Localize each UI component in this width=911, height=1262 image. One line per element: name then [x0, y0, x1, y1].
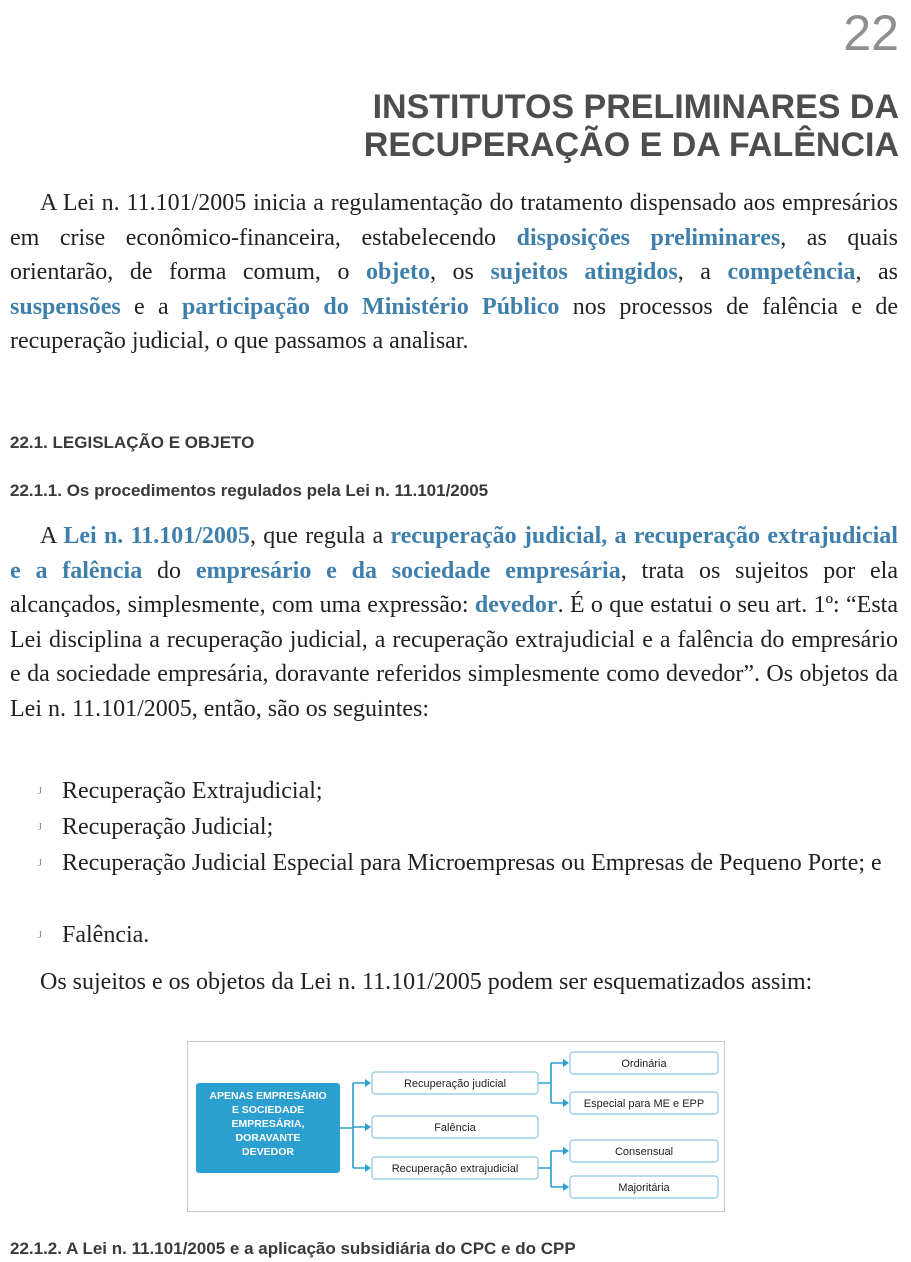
- section-heading-22-1-2: 22.1.2. A Lei n. 11.101/2005 e a aplicação subsidiária do CPC e do CPP: [10, 1239, 576, 1258]
- debtor-label-line: DORAVANTE: [235, 1132, 301, 1144]
- debtor-label-line: E SOCIEDADE: [231, 1104, 305, 1116]
- debtor-label-line: EMPRESÁRIA,: [231, 1118, 305, 1130]
- chapter-title: [364, 88, 899, 164]
- bullet-icon: J: [38, 786, 42, 798]
- right-label: Especial para ME e EPP: [583, 1098, 705, 1110]
- right-label: Majoritária: [618, 1182, 670, 1194]
- middle-label: Recuperação extrajudicial: [391, 1163, 519, 1175]
- list-item: J Recuperação Judicial;: [38, 810, 898, 846]
- middle-label: Falência: [434, 1122, 476, 1134]
- section-heading-22-1-1: 22.1.1. Os procedimentos regulados pela Lei n. 11.101/2005: [10, 481, 489, 500]
- list-item: J Falência.: [38, 918, 898, 954]
- chapter-title-line2: RECUPERAÇÃO E DA FALÊNCIA: [363, 126, 899, 164]
- right-label: Consensual: [614, 1146, 674, 1158]
- right-label: Ordinária: [621, 1058, 667, 1070]
- objects-paragraph: A Lei n. 11.101/2005, que regula a recuperação judicial, a recuperação extrajudicial e a falência do empresário e da sociedade empresária, trata os sujeitos por ela alcançados, simplesmente, com uma expressão: devedor. É o que estatui o seu art. 1º: “Esta Lei disciplina a recuperação judicial, a recuperação extrajudicial e a falência do empresário e da sociedade empresária, doravante referidos simplesmente como devedor”. Os objetos da Lei n. 11.101/2005, então, são os seguintes:: [10, 523, 898, 722]
- bullet-icon: J: [38, 822, 42, 834]
- chapter-number: 22: [843, 5, 899, 61]
- list-item: J Recuperação Extrajudicial;: [38, 774, 898, 810]
- intro-paragraph: A Lei n. 11.101/2005 inicia a regulamentação do tratamento dispensado aos empresários em crise econômico-financeira, estabelecendo disposições preliminares, as quais orientarão, de forma comum, o objeto, os sujeitos atingidos, a competência, as suspensões e a participação do Ministério Público nos processos de falência e de recuperação judicial, o que passamos a analisar.: [10, 190, 898, 355]
- debtor-label-line: APENAS EMPRESÁRIO: [209, 1090, 327, 1102]
- bullet-icon: J: [38, 858, 42, 870]
- bullet-icon: J: [38, 930, 42, 942]
- middle-label: Recuperação judicial: [403, 1078, 507, 1090]
- list-item: J Recuperação Judicial Especial para Microempresas ou Empresas de Pequeno Porte; e: [38, 846, 898, 882]
- subjects-objects-diagram: [187, 1041, 725, 1212]
- section-heading-22-1: 22.1. LEGISLAÇÃO E OBJETO: [10, 433, 255, 452]
- chapter-title-line1: INSTITUTOS PRELIMINARES DA: [372, 88, 899, 126]
- scheme-intro-paragraph: Os sujeitos e os objetos da Lei n. 11.101/2005 podem ser esquematizados assim:: [40, 969, 813, 995]
- debtor-label-line: DEVEDOR: [242, 1146, 294, 1158]
